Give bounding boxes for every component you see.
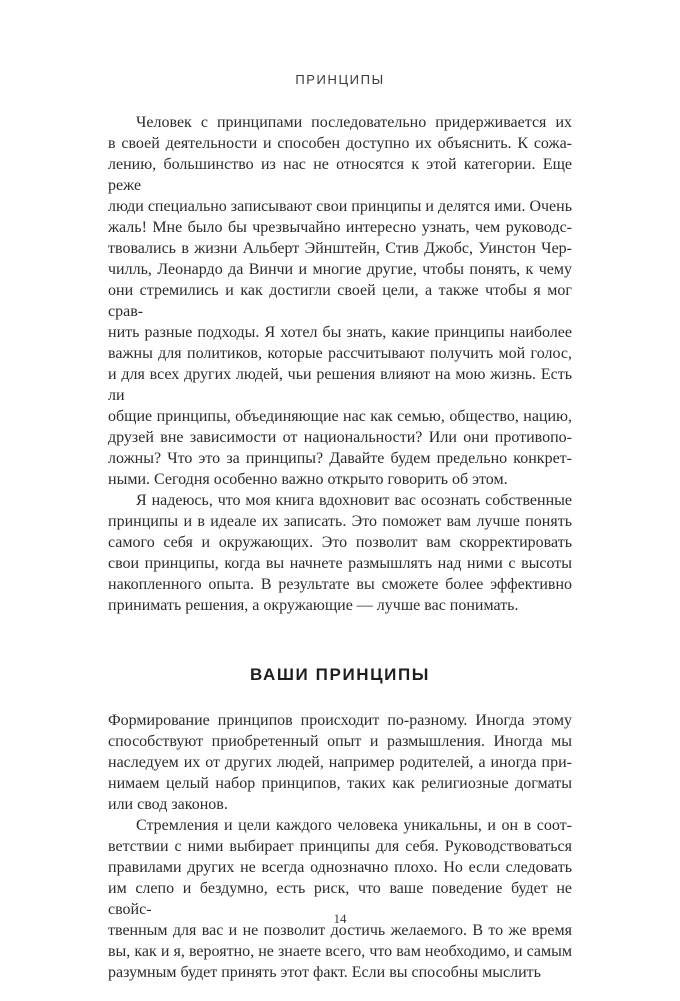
text-line: они стремились и как достигли своей цели, а также чтобы я мог срав- [108,282,572,320]
text-line: в своей деятельности и способен доступно их объяснить. К сожа- [108,135,572,152]
text-line: правилами других не всегда однозначно плохо. Но если следовать [108,859,572,876]
text-line: твенным для вас и не позволит достичь желаемого. В то же время [108,922,572,939]
text-line: самого себя и окружающих. Это позволит вам скорректировать [108,534,572,551]
text-line: общие принципы, объединяющие нас как семью, общество, нацию, [108,408,572,425]
text-line: Я надеюсь, что моя книга вдохновит вас осознать собственные [136,492,572,509]
text-line: люди специально записывают свои принципы и делятся ими. Очень [108,198,573,215]
paragraph [108,490,572,616]
intro-paragraphs [108,112,572,616]
paragraph [108,112,572,490]
text-line: разумным будет принять этот факт. Если вы способны мыслить [108,964,541,981]
text-line: принимать решения, а окружающие — лучше вас понимать. [108,597,519,614]
text-line: накопленного опыта. В результате вы сможете более эффективно [108,576,572,593]
page-number: 14 [333,911,347,926]
text-line: Человек с принципами последовательно придерживается их [136,114,572,131]
running-head: ПРИНЦИПЫ [295,72,385,87]
text-line: важны для политиков, которые рассчитывают получить мой голос, [108,345,572,362]
text-line: нить разные подходы. Я хотел бы знать, какие принципы наиболее [108,324,572,341]
text-line: Стремления и цели каждого человека уникальны, и он в соот- [136,817,572,834]
text-line: способствуют приобретенный опыт и размышления. Иногда мы [108,733,572,750]
text-line: ветствии с ними выбирает принципы для себя. Руководствоваться [108,838,572,855]
text-line: лению, большинство из нас не относятся к этой категории. Еще реже [108,156,572,194]
text-line: свои принципы, когда вы начнете размышлять над ними с высоты [108,555,572,572]
text-line: ложны? Что это за принципы? Давайте будем предельно конкрет- [108,450,572,467]
paragraph [108,815,572,983]
text-line: ными. Сегодня особенно важно открыто говорить об этом. [108,471,508,488]
page-content [108,112,572,983]
text-line: им слепо и бездумно, есть риск, что ваше поведение будет не свойс- [108,880,572,918]
text-line: или свод законов. [108,796,228,813]
paragraph [108,710,572,815]
text-line: твовались в жизни Альберт Эйнштейн, Стив Джобс, Уинстон Чер- [108,240,572,257]
text-line: жаль! Мне было бы чрезвычайно интересно узнать, чем руководс- [108,219,572,236]
text-line: принципы и в идеале их записать. Это поможет вам лучше понять [108,513,572,530]
text-line: наследуем их от других людей, например родителей, а иногда при- [108,754,572,771]
text-line: чилль, Леонардо да Винчи и многие другие, чтобы понять, к чему [108,261,572,278]
section-paragraphs [108,710,572,983]
text-line: Формирование принципов происходит по-разному. Иногда этому [108,712,572,729]
text-line: вы, как и я, вероятно, не знаете всего, что вам необходимо, и самым [108,943,572,960]
section-heading: ВАШИ ПРИНЦИПЫ [249,665,431,684]
text-line: нимаем целый набор принципов, таких как религиозные догматы [108,775,572,792]
text-line: друзей вне зависимости от национальности? Или они противопо- [108,429,572,446]
text-line: и для всех других людей, чьи решения влияют на мою жизнь. Есть ли [108,366,572,404]
